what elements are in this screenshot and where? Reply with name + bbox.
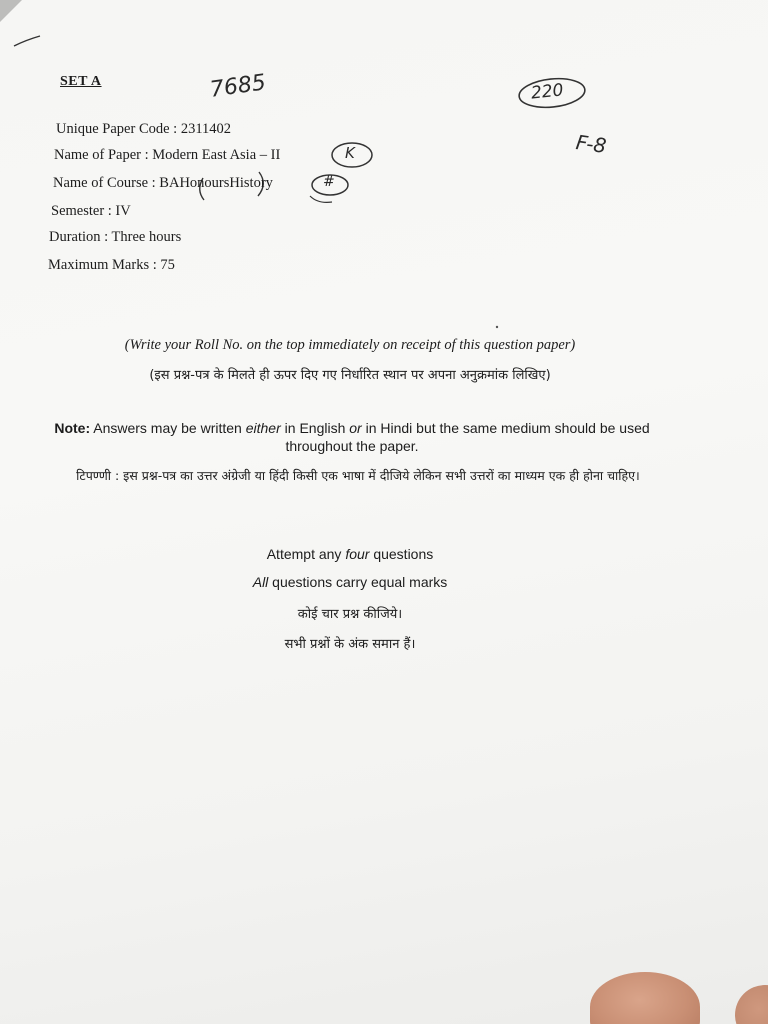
finger-photo-artifact-edge [735, 985, 768, 1024]
note-label: Note: [54, 420, 91, 436]
course-honours: Honours [179, 175, 230, 191]
handwritten-f-code: F-8 [574, 130, 608, 158]
attempt-four: four [345, 546, 370, 562]
note-part2: in English [280, 420, 350, 436]
course-subject: History [229, 175, 273, 191]
roll-instruction-english: (Write your Roll No. on the top immediately on receipt of this question paper) [124, 337, 576, 353]
hindi-note: टिपण्णी : इस प्रश्न-पत्र का उत्तर अंग्रेजी या हिंदी किसी एक भाषा में दीजिये लेकिन सभी उत्तरों का माध्यम एक ही होना चाहिए। [76, 468, 640, 483]
note-or: or [349, 420, 362, 436]
note-either: either [245, 420, 281, 436]
handwritten-circle-hash: # [323, 174, 335, 190]
semester: Semester : IV [51, 203, 131, 219]
attempt-prefix: Attempt any [266, 546, 346, 562]
handwritten-circled-code: 220 [530, 80, 565, 104]
set-label: SET A [60, 74, 102, 89]
hindi-marks-instruction: सभी प्रश्नों के अंक समान हैं। [284, 637, 416, 652]
course-tail-stroke [310, 196, 332, 202]
handwritten-circle-k: K [345, 144, 355, 162]
attempt-instruction [0, 546, 700, 562]
hindi-attempt-instruction: कोई चार प्रश्न कीजिये। [297, 607, 403, 622]
note-part3: in Hindi but the same medium should be used throughout the paper. [285, 420, 650, 454]
name-of-paper: Name of Paper : Modern East Asia – II [54, 147, 281, 163]
roll-instruction-hindi: (इस प्रश्न-पत्र के मिलते ही ऊपर दिए गए निर्धारित स्थान पर अपना अनुक्रमांक लिखिए) [149, 368, 551, 383]
maximum-marks: Maximum Marks : 75 [48, 257, 175, 273]
finger-photo-artifact [590, 972, 700, 1024]
attempt-suffix: questions [369, 546, 434, 562]
medium-note [44, 419, 660, 455]
unique-paper-code: Unique Paper Code : 2311402 [56, 121, 232, 137]
name-of-course [53, 175, 273, 192]
all-word: All [252, 574, 269, 590]
duration: Duration : Three hours [49, 229, 182, 245]
course-prefix: Name of Course : BA [53, 175, 180, 191]
all-rest: questions carry equal marks [268, 574, 448, 590]
note-part1: Answers may be written [90, 420, 246, 436]
equal-marks-instruction [0, 574, 700, 590]
corner-pen-stroke [14, 36, 40, 46]
handwritten-number: 7685 [208, 70, 268, 103]
ink-dot [496, 326, 498, 328]
page-corner-fold [0, 0, 22, 22]
